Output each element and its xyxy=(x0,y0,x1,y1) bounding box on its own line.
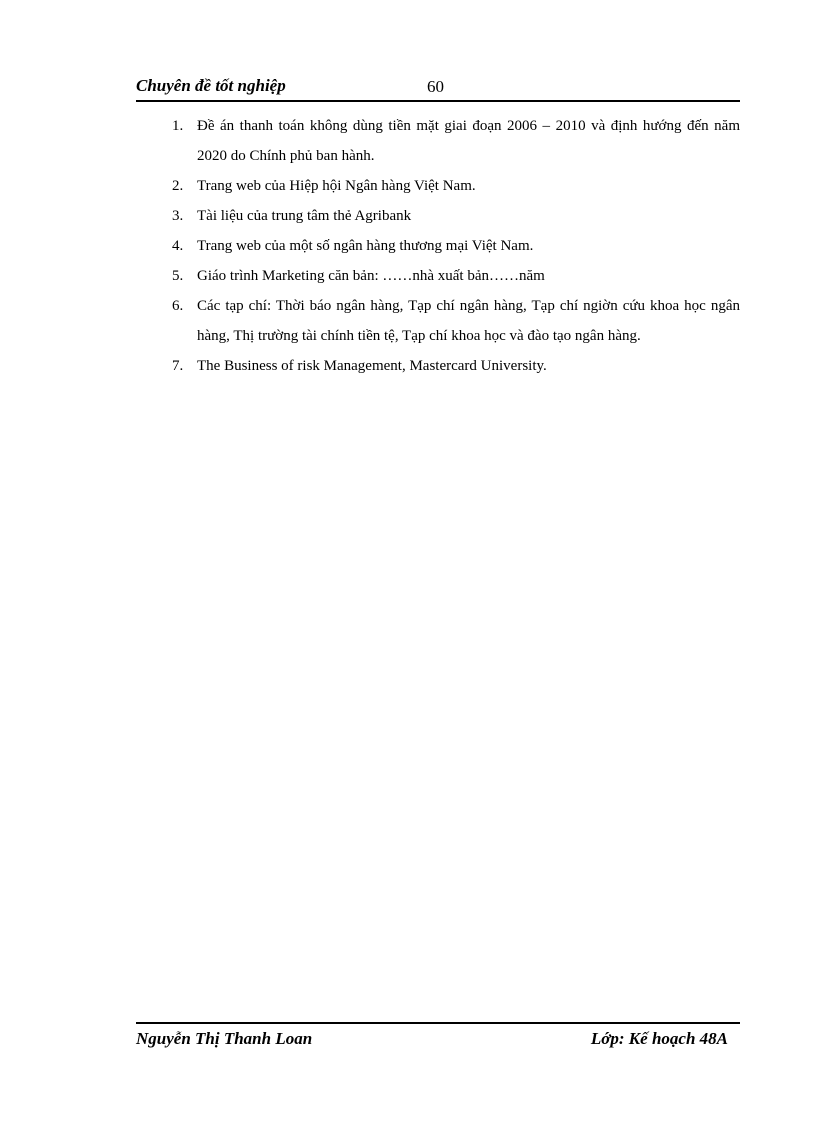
reference-number: 4. xyxy=(172,238,184,254)
reference-item xyxy=(136,261,740,291)
reference-item xyxy=(136,111,740,171)
reference-number: 2. xyxy=(172,178,184,194)
reference-text: Trang web của Hiệp hội Ngân hàng Việt Nam. xyxy=(197,178,476,194)
reference-text: Tài liệu của trung tâm thẻ Agribank xyxy=(197,208,412,224)
reference-text: Các tạp chí: Thời báo ngân hàng, Tạp chí ngân hàng, Tạp chí ngiờn cứu khoa học ngân hàng, Thị trường tài chính tiền tệ, Tạp chí khoa học và đào tạo ngân hàng. xyxy=(197,298,740,344)
reference-number: 7. xyxy=(172,358,184,374)
page-number: 60 xyxy=(427,77,444,96)
reference-item xyxy=(136,351,740,381)
reference-text: Giáo trình Marketing căn bản: ……nhà xuất bản……năm xyxy=(197,268,545,284)
reference-number: 3. xyxy=(172,208,184,224)
reference-list xyxy=(136,111,740,381)
reference-item xyxy=(136,201,740,231)
reference-text: The Business of risk Management, Mastercard University. xyxy=(197,358,547,374)
reference-item xyxy=(136,171,740,201)
reference-item xyxy=(136,291,740,351)
author-name: Nguyễn Thị Thanh Loan xyxy=(136,1029,313,1048)
class-label: Lớp: Kế hoạch 48A xyxy=(590,1029,728,1048)
page-header xyxy=(136,74,740,102)
reference-number: 6. xyxy=(172,298,184,314)
page-footer xyxy=(136,1022,740,1054)
reference-number: 5. xyxy=(172,268,184,284)
reference-item xyxy=(136,231,740,261)
header-title: Chuyên đề tốt nghiệp xyxy=(136,76,286,95)
reference-text: Trang web của một số ngân hàng thương mại Việt Nam. xyxy=(197,238,534,254)
reference-number: 1. xyxy=(172,118,184,134)
reference-text: Đề án thanh toán không dùng tiền mặt giai đoạn 2006 – 2010 và định hướng đến năm 2020 do Chính phủ ban hành. xyxy=(197,118,740,164)
